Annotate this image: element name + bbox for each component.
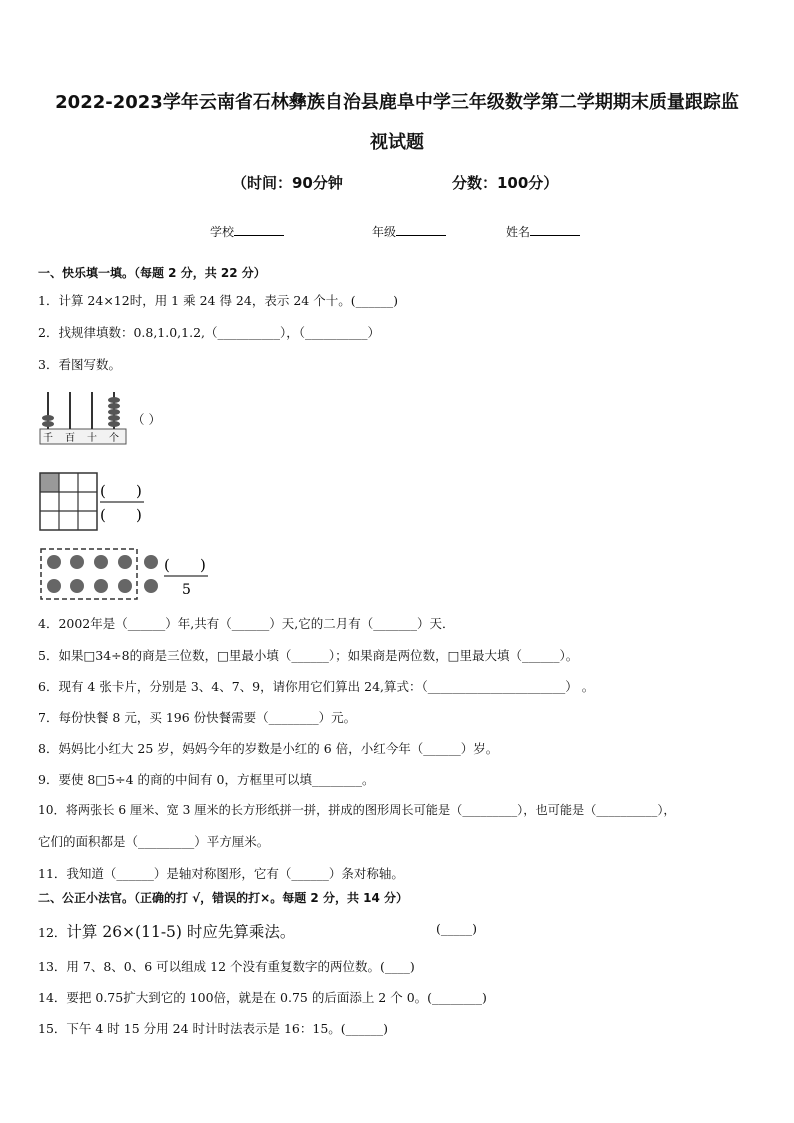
svg-text:): ) [136,506,142,524]
abacus-figure [38,388,130,446]
question-15: 15．下午 4 时 15 分用 24 时计时法表示是 16：15。(______) [38,1021,389,1036]
question-9: 9．要使 8□5÷4 的商的中间有 0，方框里可以填________。 [38,772,375,787]
school-label: 学校 [210,225,235,239]
title-line-1: 2022-2023学年云南省石林彝族自治县鹿阜中学三年级数学第二学期期末质量跟踪监 [55,92,739,113]
question-12 [38,920,295,942]
question-14: 14．要把 0.75扩大到它的 100倍，就是在 0.75 的后面添上 2 个 0。(________) [38,990,487,1005]
question-10-line-2: 它们的面积都是（_________）平方厘米。 [38,834,270,849]
question-7: 7．每份快餐 8 元，买 196 份快餐需要（________）元。 [38,710,357,725]
question-11: 11．我知道（______）是轴对称图形，它有（______）条对称轴。 [38,866,404,881]
fraction-grid-figure [38,471,100,533]
name-blank[interactable] [530,223,580,236]
svg-text:(: ( [100,506,106,524]
abacus-answer-paren[interactable]: （ ） [132,412,161,427]
grade-blank[interactable] [396,223,446,236]
section-1-heading: 一、快乐填一填。（每题 2 分，共 22 分） [38,266,266,280]
name-label: 姓名 [506,225,531,239]
question-13: 13．用 7、8、0、6 可以组成 12 个没有重复数字的两位数。(____) [38,959,415,974]
fraction-denominator: 5 [182,582,191,598]
question-1: 1．计算 24×12时，用 1 乘 24 得 24，表示 24 个十。(______) [38,293,398,308]
question-2: 2．找规律填数：0.8,1.0,1.2,（__________），（__________） [38,325,381,340]
grade-label: 年级 [372,225,397,239]
question-4: 4．2002年是（______）年,共有（______）天,它的二月有（_______）天． [38,616,455,631]
question-5: 5．如果□34÷8的商是三位数，□里最小填（______）；如果商是两位数，□里最大填（______）。 [38,648,579,663]
question-3: 3．看图写数。 [38,357,121,372]
time-label: （时间：90分钟 [232,174,343,192]
svg-text:): ) [200,556,206,574]
name-field[interactable] [506,223,580,240]
svg-text:(: ( [164,556,170,574]
abacus-label-tens: 十 [87,433,97,444]
title-line-2: 视试题 [370,132,424,153]
question-8: 8．妈妈比小红大 25 岁，妈妈今年的岁数是小红的 6 倍，小红今年（______）岁。 [38,741,499,756]
section-2-heading: 二、公正小法官。（正确的打 √，错误的打×。每题 2 分，共 14 分） [38,891,408,905]
question-12-number: 12． [38,925,67,940]
abacus-label-thousands: 千 [43,433,53,444]
school-blank[interactable] [234,223,284,236]
abacus-label-hundreds: 百 [65,433,75,444]
dots-figure [38,546,168,604]
question-10-line-1: 10．将两张长 6 厘米、宽 3 厘米的长方形纸拼一拼，拼成的图形周长可能是（_________），也可能是（__________）， [38,803,676,817]
score-label: 分数：100分） [452,174,559,192]
school-field[interactable] [210,223,284,240]
svg-text:(: ( [100,482,106,500]
question-12-text: 计算 26×(11-5) 时应先算乘法。 [66,923,296,941]
fraction-answer-blank[interactable] [98,478,148,526]
question-12-answer[interactable]: (_____) [436,921,478,936]
svg-text:): ) [136,482,142,500]
question-6: 6．现有 4 张卡片，分别是 3、4、7、9，请你用它们算出 24,算式：（______________________） 。 [38,679,595,694]
grade-field[interactable] [372,223,446,240]
dots-fraction-blank[interactable] [162,552,212,600]
abacus-label-ones: 个 [109,433,119,444]
